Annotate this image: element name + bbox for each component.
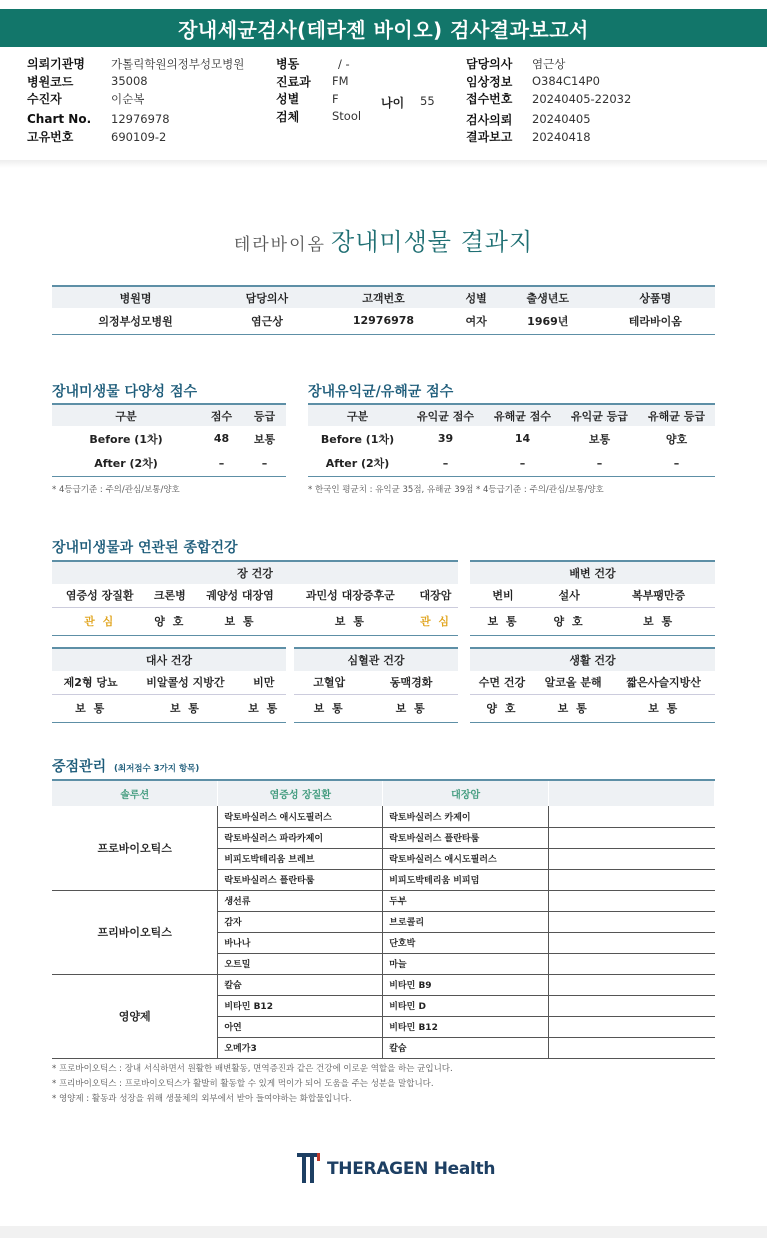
table-cell: 칼슘 xyxy=(383,1037,549,1058)
info-row xyxy=(466,128,631,146)
table-cell xyxy=(549,1037,715,1058)
diversity-title: 장내미생물 다양성 점수 xyxy=(52,384,197,400)
theragen-logo-icon xyxy=(297,1153,323,1185)
table-group-header: 심혈관 건강 xyxy=(294,648,458,671)
info-label: 결과보고 xyxy=(466,130,513,145)
footnote: * 영양제 : 활동과 성장을 위해 생물체의 외부에서 받아 들여야하는 화합물입니다. xyxy=(52,1094,352,1104)
info-row xyxy=(27,111,244,129)
table-header: 대장암 xyxy=(383,780,549,806)
status-badge: 보 통 xyxy=(612,694,715,722)
table-cell: After (2차) xyxy=(52,451,200,476)
table-group-header: 배변 건강 xyxy=(470,561,715,584)
table-header: 대장암 xyxy=(413,584,458,607)
status-badge: 양 호 xyxy=(470,694,534,722)
table-header: 출생년도 xyxy=(500,286,596,308)
info-row xyxy=(276,90,361,108)
gut-score-note: * 한국인 평균치 : 유익균 35점, 유해균 39점 * 4등급기준 : 주의/관심/보통/양호 xyxy=(308,485,604,495)
age-value: 55 xyxy=(420,94,435,108)
report-heading-main: 장내미생물 결과지 xyxy=(331,228,534,256)
table-group-header: 대사 건강 xyxy=(52,648,286,671)
info-value: 35008 xyxy=(111,74,148,89)
info-value: Stool xyxy=(332,109,362,124)
report-heading xyxy=(0,222,767,257)
status-badge: 보 통 xyxy=(241,694,286,722)
status-badge: 양 호 xyxy=(536,607,602,635)
table-cell: 락토바실러스 플란타룸 xyxy=(383,827,549,848)
table-header: 성별 xyxy=(452,286,500,308)
table-cell: 감자 xyxy=(218,911,383,932)
info-value: / - xyxy=(338,56,350,71)
table-cell: 비타민 B9 xyxy=(383,974,549,995)
status-badge: 보 통 xyxy=(534,694,613,722)
table-cell: 39 xyxy=(437,432,454,445)
metabolic-health-table xyxy=(52,647,286,723)
status-badge: 관 심 xyxy=(52,607,147,635)
info-value: 20240418 xyxy=(532,129,591,144)
info-label: 접수번호 xyxy=(466,92,513,107)
info-value: F xyxy=(332,91,339,106)
table-header: 염증성 장질환 xyxy=(218,780,383,806)
info-label: 임상정보 xyxy=(466,74,513,89)
table-cell: 양호 xyxy=(665,432,688,446)
table-cell: 보통 xyxy=(253,432,276,446)
table-cell: 여자 xyxy=(452,308,500,334)
logo-text: THERAGEN Health xyxy=(327,1159,496,1179)
focus-table xyxy=(52,779,715,1059)
table-header xyxy=(549,780,715,806)
info-row xyxy=(27,90,244,108)
status-badge: 보 통 xyxy=(294,694,364,722)
table-header: 제2형 당뇨 xyxy=(52,671,129,694)
info-label: 담당의사 xyxy=(466,57,513,72)
table-header: 수면 건강 xyxy=(470,671,534,694)
info-row xyxy=(466,90,631,108)
table-cell: 브로콜리 xyxy=(383,911,549,932)
info-row xyxy=(27,128,244,146)
table-cell: 1969년 xyxy=(500,308,596,334)
status-badge: 보 통 xyxy=(470,607,536,635)
patient-table xyxy=(52,285,715,335)
table-cell: Before (1차) xyxy=(89,432,163,446)
focus-title xyxy=(52,756,199,776)
report-heading-sub: 테라바이옴 xyxy=(233,235,326,255)
status-badge: 관 심 xyxy=(413,607,458,635)
table-cell: 락토바실러스 카제이 xyxy=(383,806,549,827)
status-badge: 보 통 xyxy=(52,694,129,722)
table-cell: 생선류 xyxy=(218,890,383,911)
table-group-header: 생활 건강 xyxy=(470,648,715,671)
table-cell: 비타민 B12 xyxy=(218,995,383,1016)
table-header: 고객번호 xyxy=(315,286,453,308)
table-cell: 염근상 xyxy=(219,308,315,334)
table-header: 유해균 점수 xyxy=(484,404,561,426)
table-cell: 마늘 xyxy=(383,953,549,974)
diversity-table xyxy=(52,403,286,477)
table-cell: 의정부성모병원 xyxy=(52,308,219,334)
info-value: FM xyxy=(332,74,349,89)
info-row xyxy=(276,73,361,91)
footnote: * 프리바이오틱스 : 프로바이오틱스가 활발히 활동할 수 있게 먹이가 되어 도움을 주는 성분을 말합니다. xyxy=(52,1079,434,1089)
life-health-table xyxy=(470,647,715,723)
bowel-health-table xyxy=(470,560,715,636)
status-badge: 보 통 xyxy=(288,607,413,635)
table-header: 비만 xyxy=(241,671,286,694)
table-cell: – xyxy=(243,451,286,476)
table-cell: – xyxy=(638,451,715,476)
status-badge: 보 통 xyxy=(129,694,241,722)
divider xyxy=(0,160,767,168)
table-cell xyxy=(549,932,715,953)
table-cell xyxy=(549,974,715,995)
table-cell: 오트밀 xyxy=(218,953,383,974)
table-header: 복부팽만증 xyxy=(602,584,715,607)
table-cell xyxy=(549,1016,715,1037)
table-cell xyxy=(549,911,715,932)
focus-title-text: 중점관리 xyxy=(52,759,107,775)
solution-category: 프리바이오틱스 xyxy=(52,890,218,974)
age-label: 나이 xyxy=(381,96,405,110)
solution-category: 프로바이오틱스 xyxy=(52,806,218,890)
status-badge: 보 통 xyxy=(192,607,287,635)
info-column-2 xyxy=(276,55,361,125)
report-title: 장내세균검사(테라젠 바이오) 검사결과보고서 xyxy=(0,9,767,47)
table-cell: 12976978 xyxy=(315,308,453,334)
cardio-health-table xyxy=(294,647,458,723)
table-cell xyxy=(549,953,715,974)
info-row xyxy=(27,73,244,91)
table-header: 설사 xyxy=(536,584,602,607)
table-header: 고혈압 xyxy=(294,671,364,694)
info-column-1 xyxy=(27,55,244,146)
table-cell: 비타민 D xyxy=(383,995,549,1016)
table-header: 구분 xyxy=(52,404,200,426)
table-cell: 락토바실러스 플란타룸 xyxy=(218,869,383,890)
table-cell: 아연 xyxy=(218,1016,383,1037)
info-row xyxy=(466,111,631,129)
info-row xyxy=(276,55,361,73)
solution-category: 영양제 xyxy=(52,974,218,1058)
table-header: 담당의사 xyxy=(219,286,315,308)
table-cell: – xyxy=(200,451,243,476)
gut-score-title: 장내유익균/유해균 점수 xyxy=(308,384,454,400)
table-header: 유해균 등급 xyxy=(638,404,715,426)
info-label: Chart No. xyxy=(27,112,92,127)
info-value: 가톨릭학원의정부성모병원 xyxy=(111,56,245,71)
info-value: 20240405-22032 xyxy=(532,91,632,106)
table-header: 변비 xyxy=(470,584,536,607)
footer-strip xyxy=(0,1226,767,1238)
table-cell: 보통 xyxy=(588,432,611,446)
table-cell xyxy=(549,890,715,911)
focus-title-note: (최저점수 3가지 항목) xyxy=(113,764,200,774)
table-cell: 단호박 xyxy=(383,932,549,953)
table-cell xyxy=(549,806,715,827)
table-cell: 두부 xyxy=(383,890,549,911)
table-header: 병원명 xyxy=(52,286,219,308)
table-header: 구분 xyxy=(308,404,407,426)
table-header: 솔루션 xyxy=(52,780,218,806)
table-header: 과민성 대장증후군 xyxy=(288,584,413,607)
table-row xyxy=(52,974,715,995)
status-badge: 보 통 xyxy=(364,694,458,722)
table-cell: – xyxy=(561,451,638,476)
table-header: 상품명 xyxy=(596,286,715,308)
table-cell: 비타민 B12 xyxy=(383,1016,549,1037)
table-row xyxy=(52,890,715,911)
footnote: * 프로바이오틱스 : 장내 서식하면서 원활한 배변활동, 면역증진과 같은 건강에 이로운 역할을 하는 균입니다. xyxy=(52,1064,453,1074)
table-cell: 오메가3 xyxy=(218,1037,383,1058)
table-cell xyxy=(549,848,715,869)
table-header: 등급 xyxy=(243,404,286,426)
table-header: 짧은사슬지방산 xyxy=(612,671,715,694)
table-cell: After (2차) xyxy=(308,451,407,476)
table-header: 동맥경화 xyxy=(364,671,458,694)
info-value: 20240405 xyxy=(532,112,591,127)
table-cell xyxy=(549,827,715,848)
info-row xyxy=(466,55,631,73)
gut-health-table xyxy=(52,560,458,636)
table-header: 비알콜성 지방간 xyxy=(129,671,241,694)
info-label: 의뢰기관명 xyxy=(27,57,85,72)
table-header: 염증성 장질환 xyxy=(52,584,147,607)
info-label: 고유번호 xyxy=(27,130,74,145)
info-label: 수진자 xyxy=(27,92,62,107)
table-cell: 바나나 xyxy=(218,932,383,953)
table-header: 유익균 점수 xyxy=(407,404,484,426)
info-label: 병동 xyxy=(276,57,300,72)
table-cell: 14 xyxy=(514,432,531,445)
table-cell xyxy=(549,995,715,1016)
table-cell: 락토바실러스 파라카제이 xyxy=(218,827,383,848)
theragen-logo xyxy=(297,1153,495,1185)
info-label: 검체 xyxy=(276,109,300,124)
health-title: 장내미생물과 연관된 종합건강 xyxy=(52,540,238,556)
info-label: 검사의뢰 xyxy=(466,112,513,127)
info-label: 진료과 xyxy=(276,74,311,89)
gut-score-table xyxy=(308,403,715,477)
info-row xyxy=(27,55,244,73)
info-label: 성별 xyxy=(276,92,300,107)
table-header: 궤양성 대장염 xyxy=(192,584,287,607)
info-value: 12976978 xyxy=(111,112,170,127)
table-cell xyxy=(549,869,715,890)
table-cell: Before (1차) xyxy=(320,432,395,446)
info-value: 이순복 xyxy=(111,91,145,106)
table-row xyxy=(52,806,715,827)
table-header: 크론병 xyxy=(147,584,192,607)
diversity-note: * 4등급기준 : 주의/관심/보통/양호 xyxy=(52,485,180,495)
table-cell: 락토바실러스 애시도필러스 xyxy=(218,806,383,827)
info-value: 690109-2 xyxy=(111,129,167,144)
info-label: 병원코드 xyxy=(27,74,74,89)
info-column-3 xyxy=(466,55,631,146)
table-cell: 락토바실러스 애시도필러스 xyxy=(383,848,549,869)
table-header: 유익균 등급 xyxy=(561,404,638,426)
table-header: 점수 xyxy=(200,404,243,426)
info-value: O384C14P0 xyxy=(532,74,600,89)
info-row xyxy=(276,108,361,126)
table-cell: – xyxy=(407,451,484,476)
table-cell: 48 xyxy=(213,432,230,445)
table-cell: 비피도박테리움 브레브 xyxy=(218,848,383,869)
info-row xyxy=(466,73,631,91)
table-cell: – xyxy=(484,451,561,476)
table-header: 알코올 분해 xyxy=(534,671,613,694)
status-badge: 보 통 xyxy=(602,607,715,635)
table-group-header: 장 건강 xyxy=(52,561,458,584)
table-cell: 칼슘 xyxy=(218,974,383,995)
table-cell: 비피도박테리움 비피덤 xyxy=(383,869,549,890)
table-cell: 테라바이옴 xyxy=(596,308,715,334)
info-value: 염근상 xyxy=(532,56,566,71)
status-badge: 양 호 xyxy=(147,607,192,635)
